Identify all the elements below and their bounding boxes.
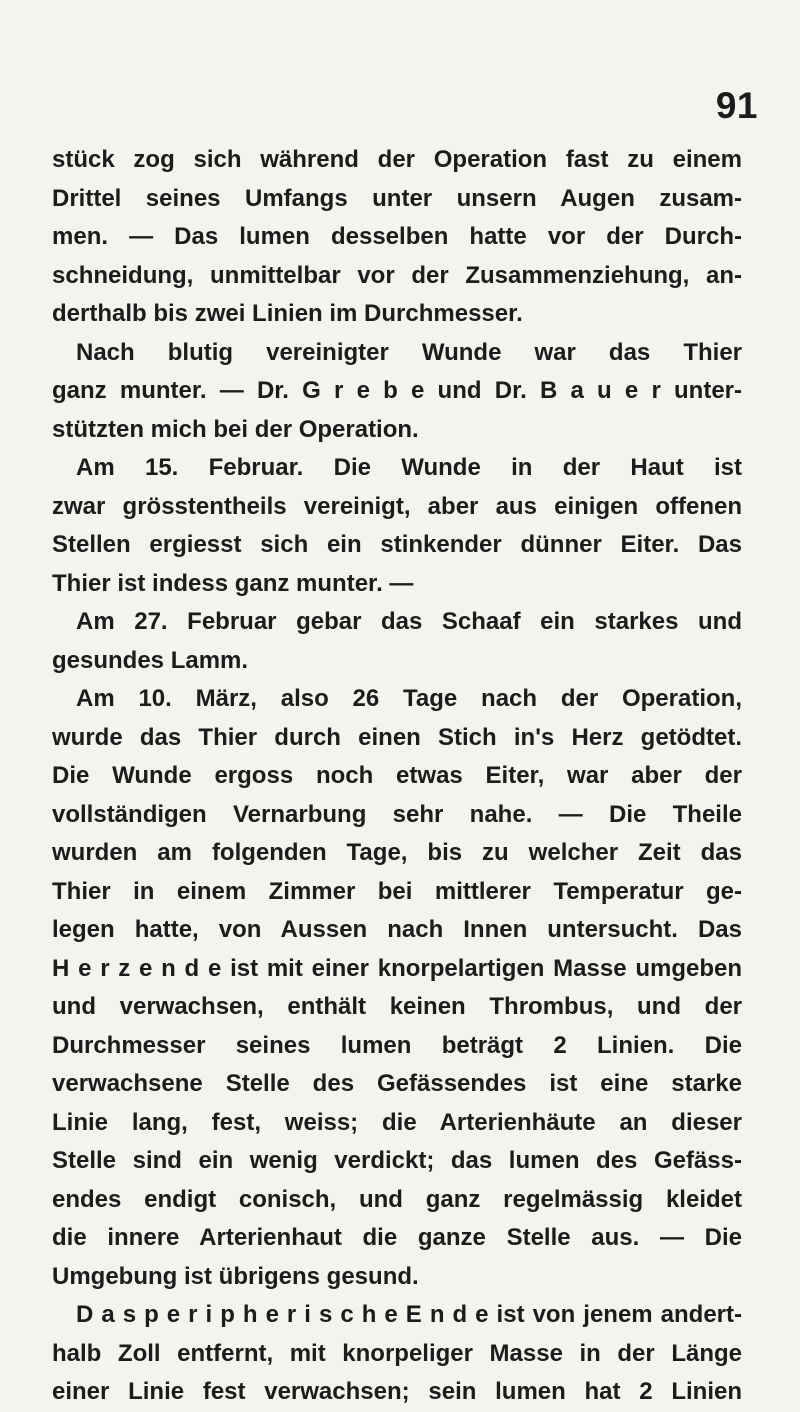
- body-text: [52, 141, 742, 1412]
- text-line: derthalb bis zwei Linien im Durchmesser.: [52, 300, 523, 327]
- text-line: Nach blutig vereinigter Wunde war das Thier: [76, 338, 742, 366]
- text-line: H e r z e n d e ist mit einer knorpelartigen Masse umgeben: [52, 954, 742, 982]
- text-line: und verwachsen, enthält keinen Thrombus, und der: [52, 993, 742, 1020]
- text-line: Am 15. Februar. Die Wunde in der Haut ist: [76, 454, 742, 481]
- page-number: 91: [715, 85, 758, 126]
- text-line: D a s p e r i p h e r i s c h e E n d e ist von jenem andert-: [76, 1301, 742, 1328]
- text-line: legen hatte, von Aussen nach Innen untersucht. Das: [52, 916, 742, 943]
- text-line: Thier in einem Zimmer bei mittlerer Temperatur ge-: [52, 877, 742, 905]
- text-line: verwachsene Stelle des Gefässendes ist eine starke: [52, 1070, 742, 1097]
- text-line: Drittel seines Umfangs unter unsern Augen zusam-: [52, 184, 742, 212]
- text-line: Am 10. März, also 26 Tage nach der Operation,: [76, 685, 742, 712]
- text-line: vollständigen Vernarbung sehr nahe. — Die Theile: [52, 800, 742, 828]
- text-line: zwar grösstentheils vereinigt, aber aus einigen offenen: [52, 492, 742, 520]
- text-line: gesundes Lamm.: [52, 646, 249, 674]
- text-line: Durchmesser seines lumen beträgt 2 Linien. Die: [52, 1031, 742, 1059]
- text-line: wurden am folgenden Tage, bis zu welcher Zeit das: [52, 839, 742, 866]
- text-line: halb Zoll entfernt, mit knorpeliger Masse in der Länge: [52, 1339, 742, 1367]
- text-line: die innere Arterienhaut die ganze Stelle aus. — Die: [52, 1224, 742, 1251]
- text-line: men. — Das lumen desselben hatte vor der Durch-: [52, 223, 742, 250]
- text-line: Am 27. Februar gebar das Schaaf ein starkes und: [76, 608, 742, 635]
- text-line: Stelle sind ein wenig verdickt; das lumen des Gefäss-: [52, 1147, 742, 1174]
- text-line: einer Linie fest verwachsen; sein lumen hat 2 Linien: [52, 1378, 742, 1405]
- text-line: stück zog sich während der Operation fast zu einem: [52, 146, 742, 173]
- text-line: endes endigt conisch, und ganz regelmässig kleidet: [52, 1185, 742, 1213]
- text-line: ganz munter. — Dr. G r e b e und Dr. B a u e r unter-: [52, 377, 742, 404]
- text-line: Stellen ergiesst sich ein stinkender dünner Eiter. Das: [52, 531, 742, 558]
- text-line: Die Wunde ergoss noch etwas Eiter, war aber der: [52, 762, 742, 789]
- text-line: stützten mich bei der Operation.: [52, 415, 419, 443]
- text-line: Linie lang, fest, weiss; die Arterienhäute an dieser: [52, 1108, 742, 1136]
- text-line: Umgebung ist übrigens gesund.: [52, 1262, 419, 1290]
- text-line: wurde das Thier durch einen Stich in's Herz getödtet.: [52, 723, 742, 751]
- text-line: Thier ist indess ganz munter. —: [52, 569, 414, 597]
- text-line: schneidung, unmittelbar vor der Zusammenziehung, an-: [52, 261, 742, 289]
